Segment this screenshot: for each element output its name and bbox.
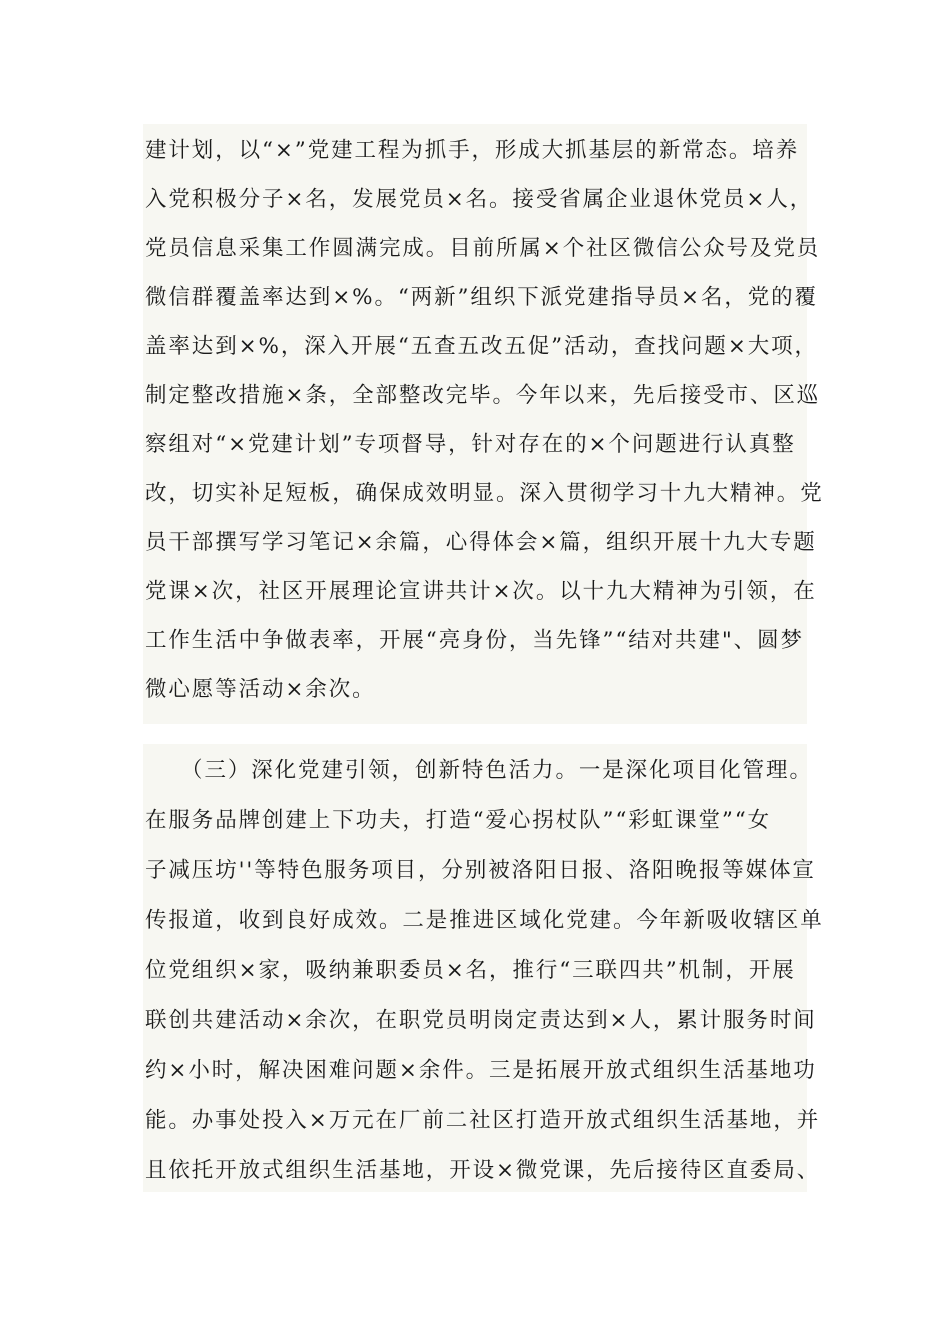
text-line: 员干部撰写学习笔记×余篇，心得体会×篇，组织开展十九大专题 [145, 530, 817, 555]
text-line: 盖率达到×%，深入开展“五查五改五促”活动，查找问题×大项， [145, 334, 818, 359]
text-line: 入党积极分子×名，发展党员×名。接受省属企业退休党员×人， [145, 187, 814, 212]
text-line: 且依托开放式组织生活基地，开设×微党课，先后接待区直委局、 [145, 1158, 821, 1183]
paragraph-party-building [143, 124, 824, 724]
text-line: 制定整改措施×条，全部整改完毕。今年以来，先后接受市、区巡 [145, 383, 821, 408]
text-line: 改，切实补足短板，确保成效明显。深入贯彻学习十九大精神。党 [145, 481, 824, 506]
text-line: 位党组织×家，吸纳兼职委员×名，推行“三联四共”机制，开展 [145, 958, 796, 983]
text-line: （三）深化党建引领，创新特色活力。一是深化项目化管理。 [145, 758, 813, 783]
text-line: 微心愿等活动×余次。 [145, 677, 376, 702]
text-line: 工作生活中争做表率，开展“亮身份，当先锋”“结对共建"、圆梦 [145, 628, 804, 653]
text-line: 约×小时，解决困难问题×余件。三是拓展开放式组织生活基地功 [145, 1058, 817, 1083]
text-line: 察组对“×党建计划”专项督导，针对存在的×个问题进行认真整 [145, 432, 796, 457]
text-line: 建计划，以“×”党建工程为抓手，形成大抓基层的新常态。培养 [145, 138, 800, 163]
text-line: 党员信息采集工作圆满完成。目前所属×个社区微信公众号及党员 [145, 236, 821, 261]
text-line: 党课×次，社区开展理论宣讲共计×次。以十九大精神为引领，在 [145, 579, 817, 604]
text-line: 传报道，收到良好成效。二是推进区域化党建。今年新吸收辖区单 [145, 908, 824, 933]
paragraph-section-three [143, 744, 824, 1192]
text-line: 能。办事处投入×万元在厂前二社区打造开放式组织生活基地，并 [145, 1108, 821, 1133]
text-line: 微信群覆盖率达到×%。“两新”组织下派党建指导员×名，党的覆 [145, 285, 818, 310]
text-line: 在服务品牌创建上下功夫，打造“爱心拐杖队”“彩虹课堂”“女 [145, 808, 772, 833]
text-line: 联创共建活动×余次，在职党员明岗定责达到×人，累计服务时间 [145, 1008, 817, 1033]
text-line: 子减压坊''等特色服务项目，分别被洛阳日报、洛阳晚报等媒体宣 [145, 858, 816, 883]
